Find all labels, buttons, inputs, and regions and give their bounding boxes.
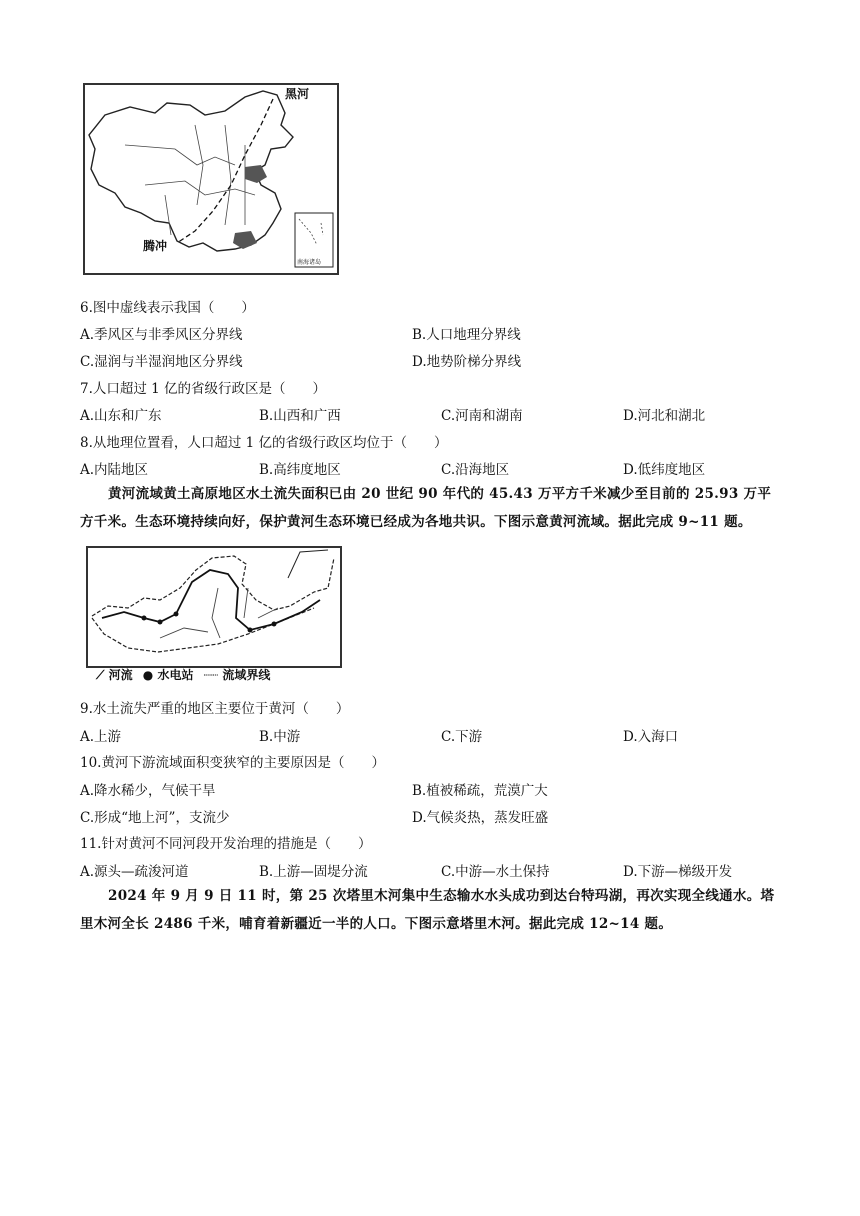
yellow-river-map-figure bbox=[86, 546, 342, 668]
question-11-stem: 11.针对黄河不同河段开发治理的措施是（ ） bbox=[80, 836, 372, 852]
question-11-option-a: A.源头—疏浚河道 bbox=[80, 864, 189, 880]
question-11-option-c: C.中游—水土保持 bbox=[441, 864, 550, 880]
yellow-river-map-drawing bbox=[88, 548, 340, 666]
boundary-line-icon: ┈┈ bbox=[203, 668, 219, 682]
question-6-option-b: B.人口地理分界线 bbox=[412, 327, 521, 343]
question-7-option-c: C.河南和湖南 bbox=[441, 408, 523, 424]
question-6-stem: 6.图中虚线表示我国（ ） bbox=[80, 300, 255, 316]
map-label-south-china-sea-islands: 南海诸岛 bbox=[297, 259, 322, 266]
china-map-drawing bbox=[85, 85, 337, 273]
question-9-option-c: C.下游 bbox=[441, 729, 483, 745]
map-label-heihe: 黑河 bbox=[285, 87, 310, 101]
passage-tarim-river: 2024 年 9 月 9 日 11 时，第 25 次塔里木河集中生态输水水头成功到达台特玛湖，再次实现全线通水。塔里木河全长 2486 千米，哺育着新疆近一半的人口。下图示意塔里木河。据此完成 12~14 题。 bbox=[80, 888, 775, 932]
legend-river-label: 河流 bbox=[108, 668, 133, 682]
question-9-option-b: B.中游 bbox=[259, 729, 301, 745]
passage-yellow-river: 黄河流域黄土高原地区水土流失面积已由 20 世纪 90 年代的 45.43 万平方千米减少至目前的 25.93 万平方千米。生态环境持续向好，保护黄河生态环境已经成为各地共识。下图示意黄河流域。据此完成 9~11 题。 bbox=[80, 486, 772, 530]
question-9-option-d: D.入海口 bbox=[623, 729, 679, 745]
question-6-option-d: D.地势阶梯分界线 bbox=[412, 354, 522, 370]
question-10-option-d: D.气候炎热，蒸发旺盛 bbox=[412, 810, 549, 826]
china-map-figure bbox=[83, 83, 339, 275]
question-11-option-b: B.上游—固堤分流 bbox=[259, 864, 368, 880]
legend-boundary-label: 流域界线 bbox=[222, 668, 271, 682]
question-6-option-a: A.季风区与非季风区分界线 bbox=[80, 327, 243, 343]
river-line-icon: ⟋ bbox=[96, 668, 105, 682]
question-10-option-a: A.降水稀少，气候干旱 bbox=[80, 783, 216, 799]
question-11-option-d: D.下游—梯级开发 bbox=[623, 864, 733, 880]
question-6-option-c: C.湿润与半湿润地区分界线 bbox=[80, 354, 243, 370]
question-8-stem: 8.从地理位置看，人口超过 1 亿的省级行政区均位于（ ） bbox=[80, 435, 448, 451]
question-10-option-b: B.植被稀疏，荒漠广大 bbox=[412, 783, 548, 799]
map-label-tengchong: 腾冲 bbox=[143, 239, 168, 253]
question-9-stem: 9.水土流失严重的地区主要位于黄河（ ） bbox=[80, 701, 350, 717]
question-7-option-a: A.山东和广东 bbox=[80, 408, 162, 424]
question-9-option-a: A.上游 bbox=[80, 729, 122, 745]
question-7-stem: 7.人口超过 1 亿的省级行政区是（ ） bbox=[80, 381, 327, 397]
yellow-river-map-legend bbox=[96, 666, 270, 683]
question-10-option-c: C.形成“地上河”，支流少 bbox=[80, 810, 230, 826]
hydropower-station-icon: ● bbox=[142, 668, 154, 682]
question-7-option-d: D.河北和湖北 bbox=[623, 408, 706, 424]
question-7-option-b: B.山西和广西 bbox=[259, 408, 341, 424]
question-10-stem: 10.黄河下游流域面积变狭窄的主要原因是（ ） bbox=[80, 755, 385, 771]
legend-station-label: 水电站 bbox=[157, 668, 194, 682]
question-8-option-d: D.低纬度地区 bbox=[623, 462, 706, 478]
question-8-option-b: B.高纬度地区 bbox=[259, 462, 341, 478]
question-8-option-a: A.内陆地区 bbox=[80, 462, 149, 478]
question-8-option-c: C.沿海地区 bbox=[441, 462, 510, 478]
